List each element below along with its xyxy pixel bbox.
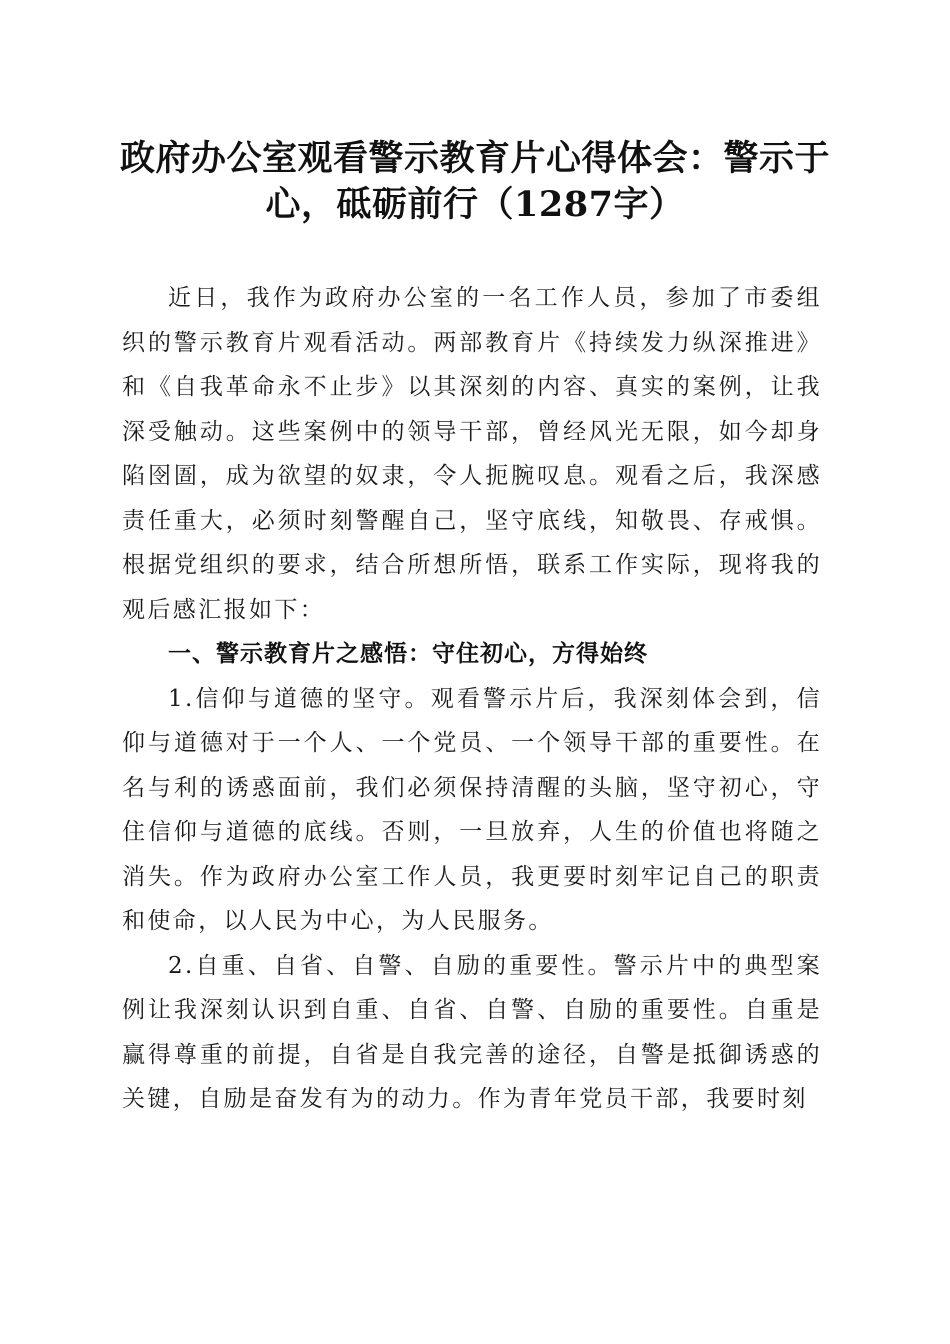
intro-paragraph: 近日，我作为政府办公室的一名工作人员，参加了市委组织的警示教育片观看活动。两部教育片《持续发力纵深推进》和《自我革命永不止步》以其深刻的内容、真实的案例，让我深受触动。这些案例中的领导干部，曾经风光无限，如今却身陷囹圄，成为欲望的奴隶，令人扼腕叹息。观看之后，我深感责任重大，必须时刻警醒自己，坚守底线，知敬畏、存戒惧。根据党组织的要求，结合所想所悟，联系工作实际，现将我的观后感汇报如下：: [122, 285, 822, 623]
point-2-paragraph: 2.自重、自省、自警、自励的重要性。警示片中的典型案例让我深刻认识到自重、自省、自警、自励的重要性。自重是赢得尊重的前提，自省是自我完善的途径，自警是抵御诱惑的关键，自励是奋发有为的动力。作为青年党员干部，我要时刻: [122, 952, 822, 1112]
section-heading-1: 一、警示教育片之感悟：守住初心，方得始终: [168, 641, 648, 667]
document-title: 政府办公室观看警示教育片心得体会：警示于心，砥砺前行（1287字）: [119, 138, 830, 225]
point-1-paragraph: 1.信仰与道德的坚守。观看警示片后，我深刻体会到，信仰与道德对于一个人、一个党员、一个领导干部的重要性。在名与利的诱惑面前，我们必须保持清醒的头脑，坚守初心，守住信仰与道德的底线。否则，一旦放弃，人生的价值也将随之消失。作为政府办公室工作人员，我更要时刻牢记自己的职责和使命，以人民为中心，为人民服务。: [122, 685, 822, 934]
document-body: [122, 276, 822, 1122]
